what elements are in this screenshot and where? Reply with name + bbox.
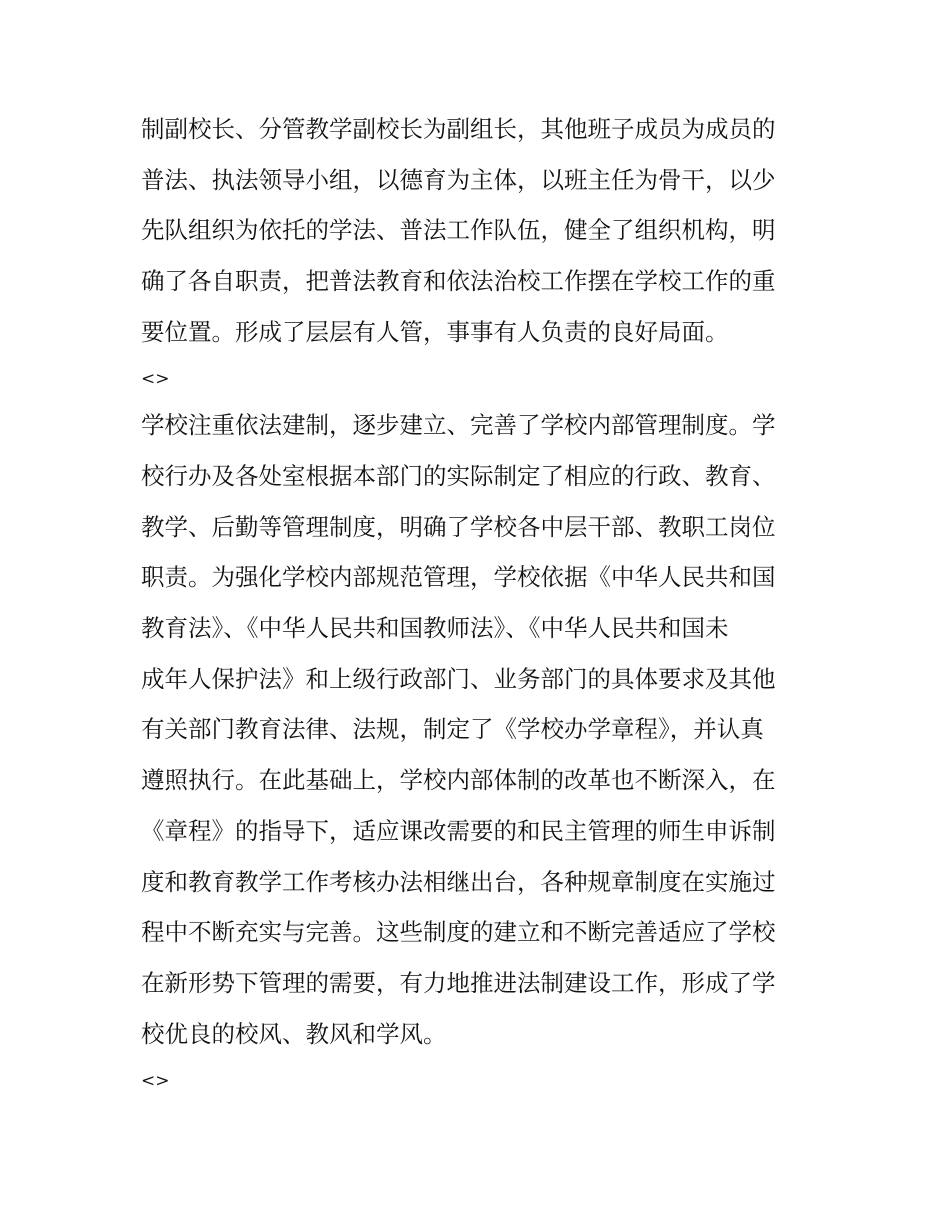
paragraph-2-line-8: 遵照执行。在此基础上，学校内部体制的改革也不断深入，在 [141,766,776,794]
paragraph-2-line-11: 程中不断充实与完善。这些制度的建立和不断完善适应了学校 [141,918,776,946]
paragraph-2-line-10: 度和教育教学工作考核办法相继出台，各种规章制度在实施过 [141,868,776,896]
paragraph-1-line-3: 先队组织为依托的学法、普法工作队伍，健全了组织机构，明 [141,216,776,244]
section-separator-2: <> [141,1071,170,1091]
paragraph-1-line-1: 制副校长、分管教学副校长为副组长，其他班子成员为成员的 [141,115,776,143]
paragraph-1-line-5: 要位置。形成了层层有人管，事事有人负责的良好局面。 [141,318,729,346]
paragraph-2-line-1: 学校注重依法建制，逐步建立、完善了学校内部管理制度。学 [141,411,776,439]
paragraph-2-line-4: 职责。为强化学校内部规范管理，学校依据《中华人民共和国 [141,563,776,591]
paragraph-2-line-13: 校优良的校风、教风和学风。 [141,1020,447,1048]
paragraph-2-line-9: 《章程》的指导下，适应课改需要的和民主管理的师生申诉制 [141,817,776,845]
paragraph-2-line-6: 成年人保护法》和上级行政部门、业务部门的具体要求及其他 [141,665,776,693]
paragraph-1-line-2: 普法、执法领导小组，以德育为主体，以班主任为骨干，以少 [141,166,776,194]
paragraph-2-line-7: 有关部门教育法律、法规，制定了《学校办学章程》，并认真 [141,715,764,743]
paragraph-2-line-12: 在新形势下管理的需要，有力地推进法制建设工作，形成了学 [141,969,776,997]
paragraph-2-line-2: 校行办及各处室根据本部门的实际制定了相应的行政、教育、 [141,462,776,490]
paragraph-2-line-5: 教育法》、《中华人民共和国教师法》、《中华人民共和国未 [141,614,729,642]
paragraph-1-line-4: 确了各自职责，把普法教育和依法治校工作摆在学校工作的重 [141,267,776,295]
paragraph-2-line-3: 教学、后勤等管理制度，明确了学校各中层干部、教职工岗位 [141,513,776,541]
section-separator-1: <> [141,369,170,389]
